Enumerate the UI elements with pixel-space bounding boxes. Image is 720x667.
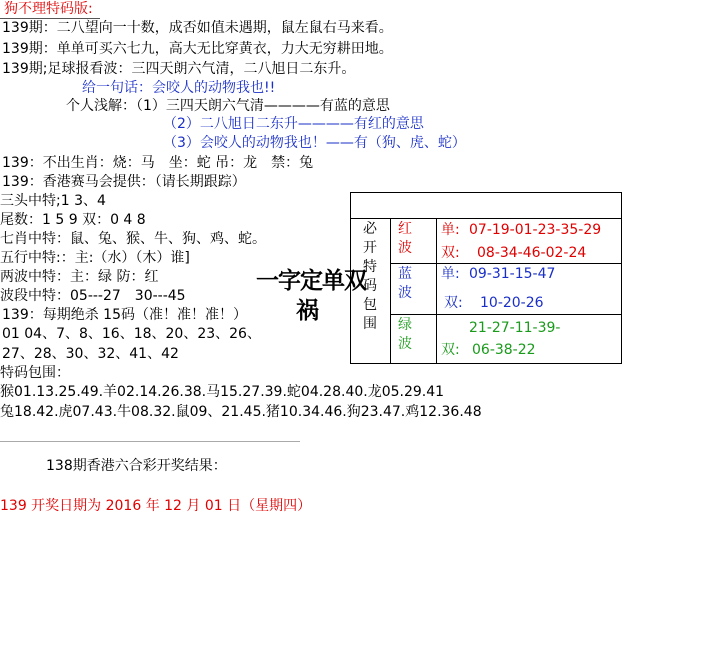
blue-single-label: 单: <box>441 266 460 282</box>
line-6: （2）二八旭日二东升————有红的意思 <box>163 116 424 132</box>
red-single-label: 单: <box>441 222 460 238</box>
line-12: 七肖中特：鼠、兔、猴、牛、狗、鸡、蛇。 <box>0 231 266 247</box>
line-4: 给一句话：会咬人的动物我也!! <box>82 80 276 96</box>
title-divider <box>0 18 100 19</box>
green-wave-label: 绿波 <box>398 317 412 352</box>
line-16: 139：每期绝杀 15码（准！准！准！） <box>2 307 247 323</box>
page-title: 狗不理特码版: <box>4 1 93 17</box>
result-heading: 138期香港六合彩开奖结果： <box>46 458 227 474</box>
table-row-rule-1 <box>390 263 622 264</box>
big-text-line-1: 一字定单双 <box>256 267 366 294</box>
line-17: 01 04、7、8、16、18、20、23、26、 <box>2 326 261 342</box>
line-1: 139期：二八望向一十数，成否如值未遇期，鼠左鼠右马来看。 <box>2 20 393 36</box>
line-19: 特码包围： <box>0 365 70 381</box>
line-10: 三头中特;1 3、4 <box>0 193 106 209</box>
red-double-values: 08-34-46-02-24 <box>477 245 587 261</box>
red-wave-label: 红波 <box>398 221 412 256</box>
blue-wave-label: 蓝波 <box>398 266 412 301</box>
line-14: 两波中特：主：绿 防：红 <box>0 269 159 285</box>
section-divider <box>0 441 300 442</box>
line-11: 尾数：1 5 9 双：0 4 8 <box>0 212 146 228</box>
line-18: 27、28、30、32、41、42 <box>2 346 179 362</box>
line-13: 五行中特:：主:（水）（木）谁] <box>0 250 190 266</box>
draw-date: 139 开奖日期为 2016 年 12 月 01 日（星期四） <box>0 498 312 514</box>
line-15: 波段中特：05---27 30---45 <box>0 288 186 304</box>
table-col-rule-2 <box>436 218 437 364</box>
line-20: 猴01.13.25.49.羊02.14.26.38.马15.27.39.蛇04.28.40.龙05.29.41 <box>0 384 445 400</box>
table-col-rule-1 <box>390 218 391 364</box>
line-8: 139：不出生肖：烧：马 坐：蛇 吊：龙 禁：兔 <box>2 155 314 171</box>
green-double-label: 双: <box>441 342 460 358</box>
table-row-rule-2 <box>390 314 622 315</box>
table-header-label: 必开特码包围 <box>363 221 377 332</box>
blue-double-values: 10-20-26 <box>480 295 544 311</box>
line-9: 139：香港赛马会提供：（请长期跟踪） <box>2 174 246 190</box>
green-double-values: 06-38-22 <box>472 342 536 358</box>
line-5: 个人浅解：（1）三四天朗六气清————有蓝的意思 <box>66 98 390 114</box>
red-double-label: 双: <box>441 245 460 261</box>
line-7: （3）会咬人的动物我也！——有（狗、虎、蛇） <box>163 135 466 151</box>
line-21: 兔18.42.虎07.43.牛08.32.鼠09、21.45.猪10.34.46.狗23.47.鸡12.36.48 <box>0 404 482 420</box>
red-single-values: 07-19-01-23-35-29 <box>469 222 602 238</box>
blue-single-values: 09-31-15-47 <box>469 266 556 282</box>
green-single-values: 21-27-11-39- <box>469 320 561 336</box>
big-text-line-2: 祸 <box>296 297 318 324</box>
line-2: 139期：单单可买六七九，高大无比穿黄衣，力大无穷耕田地。 <box>2 41 393 57</box>
blue-double-label: 双: <box>444 295 463 311</box>
line-3: 139期;足球报看波：三四天朗六气清，二八旭日二东升。 <box>2 61 356 77</box>
